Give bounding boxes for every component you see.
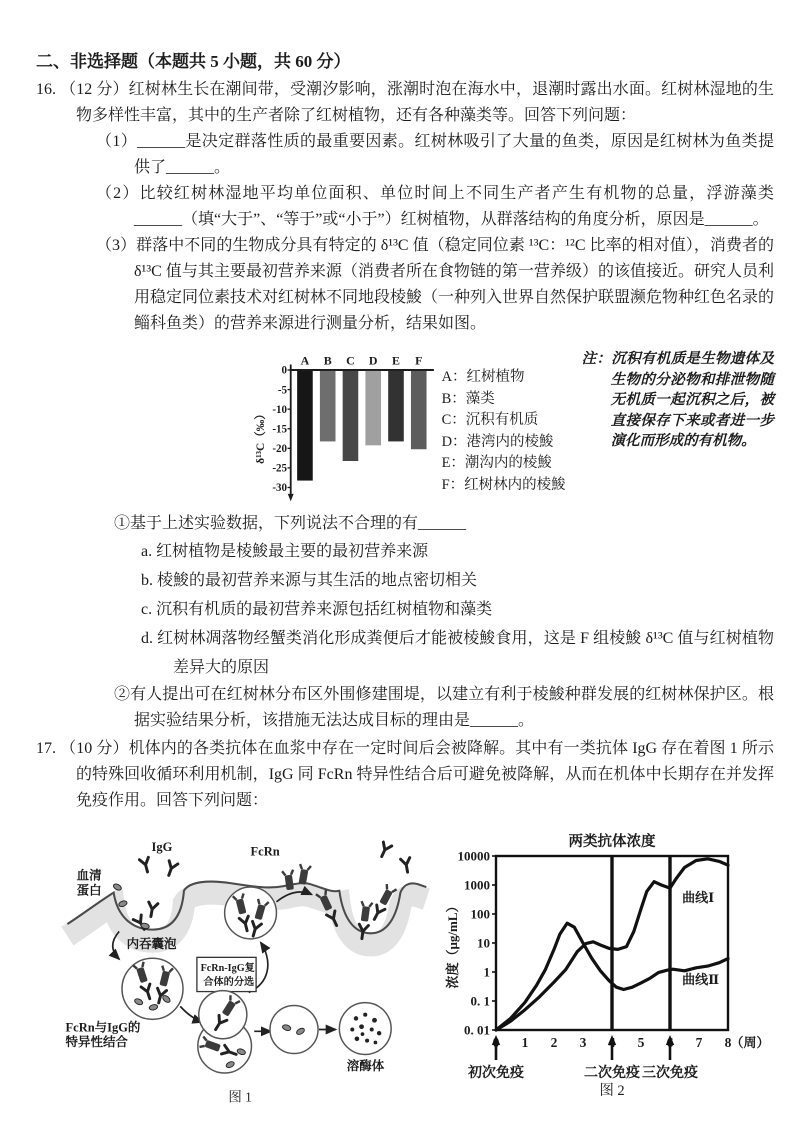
q17-intro: 17. （10 分）机体内的各类抗体在血浆中存在一定时间后会被降解。其中有一类抗体 IgG 存在着图 1 所示的特殊回收循环利用机制，IgG 同 FcRn 特异性结合后可避免被降解，从而在机体中长期存在并发挥免疫作用。回答下列问题： [36,740,774,809]
bar-letter: D [368,353,378,368]
legend-item: A：红树植物 [441,369,525,385]
q16-sub1: （1）______是决定群落性质的最重要因素。红树林吸引了大量的鱼类，原因是红树林为鱼类提供了______。 [96,133,774,176]
binding-label: 特异性结合 [65,1035,128,1050]
q16-option-a: a. 红树植物是棱鮻最主要的最初营养来源 [141,543,429,560]
legend-item: C：沉积有机质 [441,412,539,428]
q16-sub3: （3）群落中不同的生物成分具有特定的 δ¹³C 值（稳定同位素 ¹³C：¹²C 比率的相对值），消费者的 δ¹³C 值与其主要最初营养来源（消费者所在食物链的第一营养级）的该值接近。研究人员利用稳定同位素技术对红树林不同地段棱鮻（一种列入世界自然保护联盟濒危物种红色名录的鲻科鱼类）的营养来源进行测量分析，结果如图。 [96,237,775,332]
serum-protein-label: 蛋白 [76,883,102,898]
y-tick-label: 0. 01 [464,1022,490,1038]
q16-figure-block [254,345,774,507]
bar-letter: B [323,353,332,368]
section-header: 二、非选择题（本题共 5 小题，共 60 分） [36,52,351,71]
bar-E [388,371,404,441]
x-tick-label: 8 [724,1035,732,1050]
event-label: 三次免疫 [642,1066,698,1081]
bar-letter: C [346,353,355,368]
antibody-concentration-chart [444,832,774,1098]
figure2-block [444,832,774,1103]
binding-label: FcRn与IgG的 [65,1020,141,1035]
y-tick-label: -10 [272,403,288,416]
q16-option-b: b. 棱鮻的最初营养来源与其生活的地点密切相关 [141,572,478,589]
igg-label: IgG [151,839,173,854]
sediment-note: 注：沉积有机质是生物遗体及生物的分泌物和排泄物随无机质一起沉积之后，被直接保存下来或者进一步演化而形成的有机物。 [581,351,774,449]
y-tick-label: -30 [272,482,288,495]
series-label-2: 曲线Ⅱ [682,972,720,988]
y-tick-label: 0. 1 [470,993,490,1009]
y-tick-label: -15 [272,423,288,436]
y-tick-label: 1000 [464,877,490,893]
bar-F [411,371,427,449]
bar-letter: E [392,353,400,368]
figure1-igg-recycling-diagram [60,824,430,1124]
legend-item: E：潮沟内的棱鮻 [441,455,552,471]
legend-item: B：藻类 [441,390,495,407]
bar-chart-legend [442,367,566,496]
y-tick-label: 1 [483,964,490,980]
y-tick-label: -5 [277,384,288,397]
lysosome-label: 溶酶体 [346,1059,385,1074]
q16-circle2: ②有人提出可在红树林分布区外围修建围堤，以建立有利于棱鮻种群发展的红树林保护区。根据实验结果分析，该措施无法达成目标的理由是______。 [114,686,774,729]
bar-D [365,371,381,445]
degradation-vesicle [270,1005,318,1053]
fcrn-label: FcRn [250,844,280,859]
series-label-1: 曲线Ⅰ [682,889,715,905]
event-label: 初次免疫 [468,1066,524,1081]
y-tick-label: -25 [272,462,288,475]
bar-letter: A [300,353,310,368]
y-tick-label: 10000 [457,848,490,864]
recycling-vesicle [225,887,277,939]
bar-C [343,371,359,461]
x-tick-label: 7 [695,1035,703,1050]
y-axis-label: 浓度（μg/mL） [445,899,460,989]
bar-letter: F [415,353,423,368]
y-tick-label: 10 [477,935,490,951]
chart-title: 两类抗体浓度 [568,834,656,850]
y-tick-label: -20 [272,443,288,456]
x-tick-label: 1 [521,1035,529,1050]
sorting-label: FcRn-IgG复 [200,963,255,975]
q16-option-d: d. 红树林凋落物经蟹类消化形成粪便后才能被棱鮻食用，这是 F 组棱鮻 δ¹³C 值与红树植物差异大的原因 [141,630,774,676]
legend-item: D：港湾内的棱鮻 [441,433,554,450]
figure1-caption: 图 1 [228,1089,252,1105]
bar-B [320,371,336,441]
endosome-label: 内吞囊泡 [126,937,177,952]
x-tick-label: 5 [637,1035,645,1050]
q16-option-c: c. 沉积有机质的最初营养来源包括红树植物和藻类 [141,601,493,618]
serum-protein-label: 血清 [76,868,102,883]
q16-sub2: （2）比较红树林湿地平均单位面积、单位时间上不同生产者产生有机物的总量，浮游藻类______（填“大于”、“等于”或“小于”）红树植物，从群落结构的角度分析，原因是______。 [96,185,774,228]
q16-intro: 16. （12 分）红树林生长在潮间带，受潮汐影响，涨潮时泡在海水中，退潮时露出水面。红树林湿地的生物多样性丰富，其中的生产者除了红树植物，还有各种藻类等。回答下列问题： [36,81,774,124]
sorting-label: 合体的分选 [203,977,255,989]
delta13c-bar-chart [254,345,438,507]
x-tick-label: 2 [550,1035,558,1050]
figure2-caption: 图 2 [599,1083,625,1098]
event-label: 二次免疫 [584,1066,640,1081]
q17-figure-block [60,824,774,1124]
y-axis-arrow [288,494,294,501]
y-tick-label: 100 [470,906,490,922]
bar-A [297,371,313,481]
x-tick-label: 3 [579,1035,587,1050]
sorting-endosome [198,991,252,1073]
y-tick-label: 0 [281,364,288,377]
binding-vesicle [122,958,183,1019]
y-axis-label: δ¹³C（‰） [255,408,268,464]
legend-item: F：红树林内的棱鮻 [441,476,566,493]
lysosome [339,1003,391,1055]
x-unit-label: （周） [730,1035,770,1050]
sorting-box [197,957,256,991]
q16-circle1: ①基于上述实验数据，下列说法不合理的有______ [114,515,467,532]
